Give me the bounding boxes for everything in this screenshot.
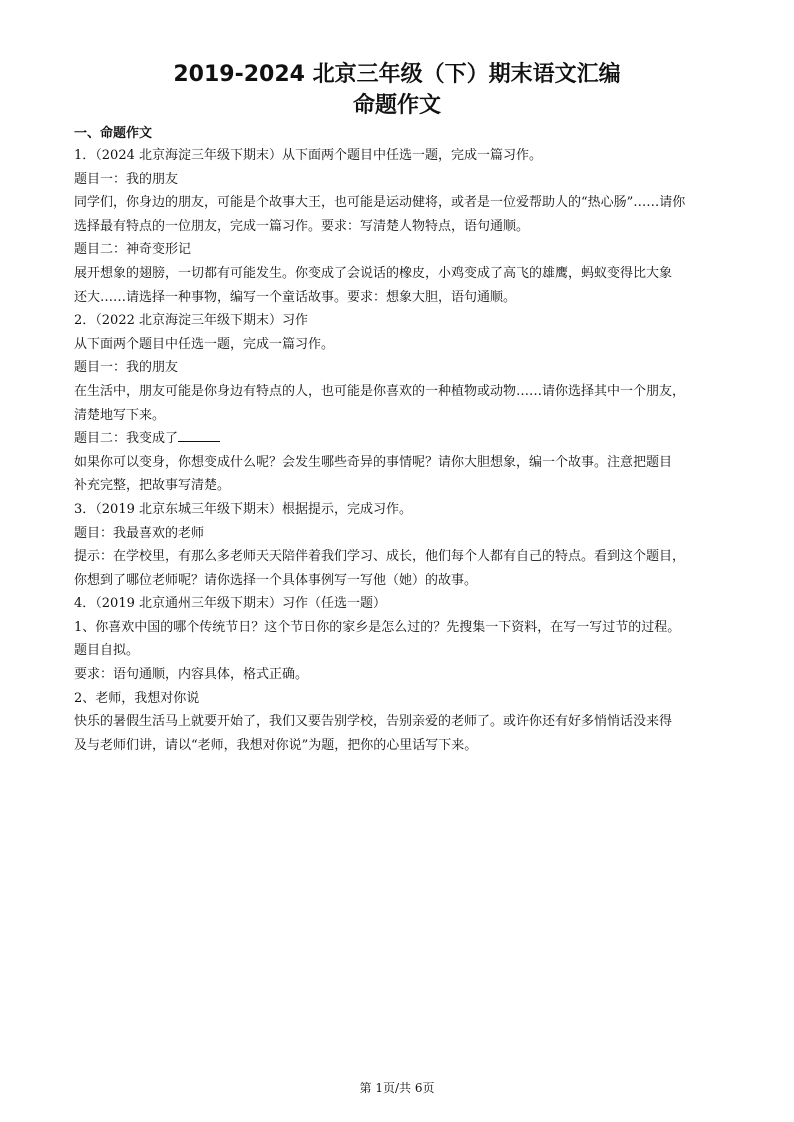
q4-option-1-text: 题目自拟。 bbox=[74, 643, 140, 659]
q2-topic-2-text: 如果你可以变身，你想变成什么呢？会发生哪些奇异的事情呢？请你大胆想象，编一个故事。注意把题目 bbox=[74, 454, 673, 470]
q4-requirements: 要求：语句通顺，内容具体，格式正确。 bbox=[74, 667, 309, 683]
document-subtitle: 命题作文 bbox=[352, 93, 441, 118]
q1-topic-1-text: 同学们，你身边的朋友，可能是个故事大王，也可能是运动健将，或者是一位爱帮助人的“热心肠”……请你 bbox=[74, 195, 686, 211]
q1-topic-1-text: 选择最有特点的一位朋友，完成一篇习作。要求：写清楚人物特点，语句通顺。 bbox=[74, 218, 530, 234]
document-title: 2019-2024 北京三年级（下）期末语文汇编 bbox=[173, 62, 621, 87]
q4-option-2-text: 及与老师们讲，请以“老师，我想对你说”为题，把你的心里话写下来。 bbox=[74, 737, 478, 753]
question-2-heading: 2．（2022 北京海淀三年级下期末）习作 bbox=[74, 313, 308, 329]
q2-topic-1-text: 清楚地写下来。 bbox=[74, 407, 166, 423]
q2-topic-1-text: 在生活中，朋友可能是你身边有特点的人，也可能是你喜欢的一种植物或动物……请你选择其中一个朋友， bbox=[74, 383, 686, 399]
fill-in-blank bbox=[178, 429, 220, 442]
section-heading: 一、命题作文 bbox=[74, 126, 153, 141]
q3-topic: 题目：我最喜欢的老师 bbox=[74, 525, 205, 541]
q2-topic-2-label: 题目二：我变成了 bbox=[74, 431, 179, 447]
q2-instruction: 从下面两个题目中任选一题，完成一篇习作。 bbox=[74, 336, 335, 352]
q4-option-2-text: 快乐的暑假生活马上就要开始了，我们又要告别学校，告别亲爱的老师了。或许你还有好多悄悄话没来得 bbox=[74, 714, 673, 730]
question-3-heading: 3．（2019 北京东城三年级下期末）根据提示，完成习作。 bbox=[74, 501, 412, 517]
question-4-heading: 4．（2019 北京通州三年级下期末）习作（任选一题） bbox=[74, 596, 386, 612]
page-number: 第 1页/共 6页 bbox=[359, 1081, 435, 1095]
q2-topic-2 bbox=[74, 427, 734, 451]
q3-hint: 提示：在学校里，有那么多老师天天陪伴着我们学习、成长，他们每个人都有自己的特点。看到这个题目， bbox=[74, 549, 686, 565]
question-1-heading: 1．（2024 北京海淀三年级下期末）从下面两个题目中任选一题，完成一篇习作。 bbox=[74, 148, 542, 163]
q1-topic-2-text: 展开想象的翅膀，一切都有可能发生。你变成了会说话的橡皮，小鸡变成了高飞的雄鹰，蚂蚁变得比大象 bbox=[74, 265, 673, 281]
q2-topic-1: 题目一：我的朋友 bbox=[74, 360, 179, 376]
q3-hint: 你想到了哪位老师呢？请你选择一个具体事例写一写他（她）的故事。 bbox=[74, 572, 478, 588]
q2-topic-2-text: 补充完整，把故事写清楚。 bbox=[74, 478, 231, 494]
q1-topic-2-text: 还大……请选择一种事物，编写一个童话故事。要求：想象大胆，语句通顺。 bbox=[74, 289, 517, 305]
document-body bbox=[74, 124, 734, 757]
q1-topic-2: 题目二：神奇变形记 bbox=[74, 242, 192, 258]
q1-topic-1: 题目一：我的朋友 bbox=[74, 171, 179, 187]
q4-option-1: 1、你喜欢中国的哪个传统节日？这个节日你的家乡是怎么过的？先搜集一下资料，在写一写过节的过程。 bbox=[74, 619, 681, 635]
q4-option-2: 2、老师，我想对你说 bbox=[74, 690, 200, 706]
